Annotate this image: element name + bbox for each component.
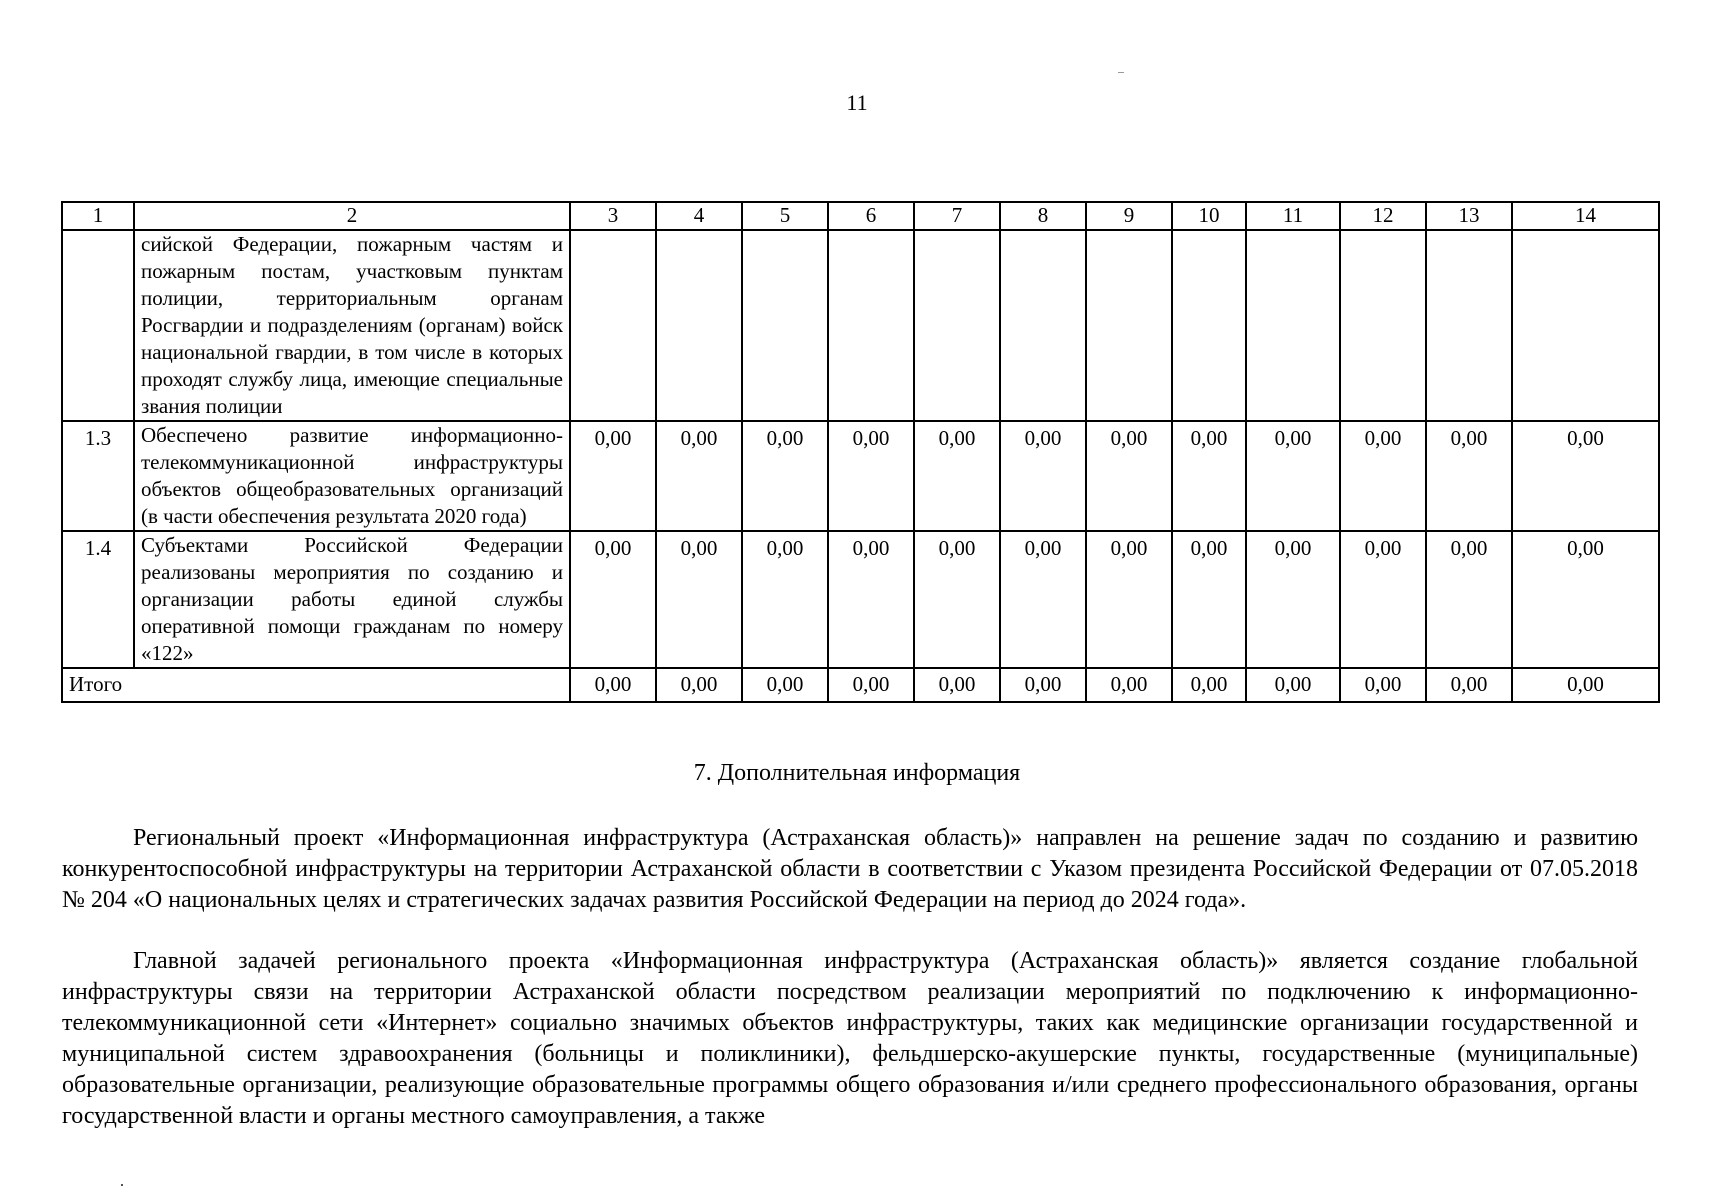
table-row xyxy=(62,421,1659,531)
row-value: 0,00 xyxy=(1340,531,1426,668)
row-value xyxy=(1426,230,1512,421)
row-value xyxy=(1340,230,1426,421)
row-value xyxy=(1000,230,1086,421)
total-value: 0,00 xyxy=(828,668,914,702)
row-value: 0,00 xyxy=(914,531,1000,668)
page-number: 11 xyxy=(846,90,868,115)
row-value: 0,00 xyxy=(828,531,914,668)
row-value: 0,00 xyxy=(1000,421,1086,531)
row-value xyxy=(570,230,656,421)
row-value: 0,00 xyxy=(1426,531,1512,668)
column-header: 12 xyxy=(1340,202,1426,230)
column-header: 8 xyxy=(1000,202,1086,230)
row-value xyxy=(1086,230,1172,421)
row-value: 0,00 xyxy=(1086,421,1172,531)
table-row xyxy=(62,230,1659,421)
row-description: сийской Федерации, пожарным частям и пожарным постам, участковым пунктам полиции, территориальным органам Росгвардии и подразделениям (органам) войск национальной гвардии, в том числе в которых проходят службу лица, имеющие специальные звания полиции xyxy=(134,230,570,421)
table-row xyxy=(62,531,1659,668)
scan-speck xyxy=(121,1184,123,1186)
column-header: 11 xyxy=(1246,202,1340,230)
row-value xyxy=(742,230,828,421)
scan-speck xyxy=(1118,72,1124,73)
column-header: 1 xyxy=(62,202,134,230)
row-value: 0,00 xyxy=(828,421,914,531)
row-value: 0,00 xyxy=(1246,531,1340,668)
total-value: 0,00 xyxy=(742,668,828,702)
row-value: 0,00 xyxy=(1512,421,1659,531)
row-value xyxy=(828,230,914,421)
total-value: 0,00 xyxy=(1086,668,1172,702)
total-value: 0,00 xyxy=(1426,668,1512,702)
total-value: 0,00 xyxy=(1000,668,1086,702)
row-value xyxy=(656,230,742,421)
row-value: 0,00 xyxy=(1426,421,1512,531)
row-value xyxy=(1512,230,1659,421)
column-header: 2 xyxy=(134,202,570,230)
column-header: 3 xyxy=(570,202,656,230)
total-value: 0,00 xyxy=(1340,668,1426,702)
table-header-row xyxy=(62,202,1659,230)
total-value: 0,00 xyxy=(1172,668,1246,702)
total-value: 0,00 xyxy=(656,668,742,702)
row-value xyxy=(1246,230,1340,421)
row-value: 0,00 xyxy=(742,421,828,531)
total-value: 0,00 xyxy=(1512,668,1659,702)
row-number: 1.3 xyxy=(62,421,134,531)
row-value xyxy=(1172,230,1246,421)
section-heading: 7. Дополнительная информация xyxy=(693,760,1021,786)
row-value: 0,00 xyxy=(914,421,1000,531)
row-description: Субъектами Российской Федерации реализованы мероприятия по созданию и организации работы единой службы оперативной помощи гражданам по номеру «122» xyxy=(134,531,570,668)
paragraph: Главной задачей регионального проекта «Информационная инфраструктура (Астраханская область)» является создание глобальной инфраструктуры связи на территории Астраханской области посредством реализации мероприятий по подключению к информационно-телекоммуникационной сети «Интернет» социально значимых объектов инфраструктуры, таких как медицинские организации государственной и муниципальной систем здравоохранения (больницы и поликлиники), фельдшерско-акушерские пункты, государственные (муниципальные) образовательные организации, реализующие образовательные программы общего образования и/или среднего профессионального образования, органы государственной власти и органы местного самоуправления, а также xyxy=(62,948,1638,1129)
row-value: 0,00 xyxy=(1246,421,1340,531)
row-value: 0,00 xyxy=(1172,421,1246,531)
column-header: 7 xyxy=(914,202,1000,230)
row-value: 0,00 xyxy=(570,421,656,531)
row-value: 0,00 xyxy=(656,531,742,668)
row-value: 0,00 xyxy=(1172,531,1246,668)
total-label: Итого xyxy=(62,668,570,702)
row-value: 0,00 xyxy=(656,421,742,531)
row-number xyxy=(62,230,134,421)
row-description: Обеспечено развитие информационно-телекоммуникационной инфраструктуры объектов общеобразовательных организаций (в части обеспечения результата 2020 года) xyxy=(134,421,570,531)
column-header: 9 xyxy=(1086,202,1172,230)
row-value xyxy=(914,230,1000,421)
column-header: 10 xyxy=(1172,202,1246,230)
column-header: 4 xyxy=(656,202,742,230)
financing-table xyxy=(61,201,1660,703)
paragraph: Региональный проект «Информационная инфраструктура (Астраханская область)» направлен на решение задач по созданию и развитию конкурентоспособной инфраструктуры на территории Астраханской области в соответствии с Указом президента Российской Федерации от 07.05.2018 № 204 «О национальных целях и стратегических задачах развития Российской Федерации на период до 2024 года». xyxy=(62,825,1638,913)
row-value: 0,00 xyxy=(1512,531,1659,668)
total-value: 0,00 xyxy=(570,668,656,702)
column-header: 5 xyxy=(742,202,828,230)
total-row xyxy=(62,668,1659,702)
row-number: 1.4 xyxy=(62,531,134,668)
row-value: 0,00 xyxy=(1340,421,1426,531)
total-value: 0,00 xyxy=(1246,668,1340,702)
column-header: 13 xyxy=(1426,202,1512,230)
column-header: 6 xyxy=(828,202,914,230)
row-value: 0,00 xyxy=(742,531,828,668)
row-value: 0,00 xyxy=(1000,531,1086,668)
total-value: 0,00 xyxy=(914,668,1000,702)
row-value: 0,00 xyxy=(570,531,656,668)
column-header: 14 xyxy=(1512,202,1659,230)
row-value: 0,00 xyxy=(1086,531,1172,668)
